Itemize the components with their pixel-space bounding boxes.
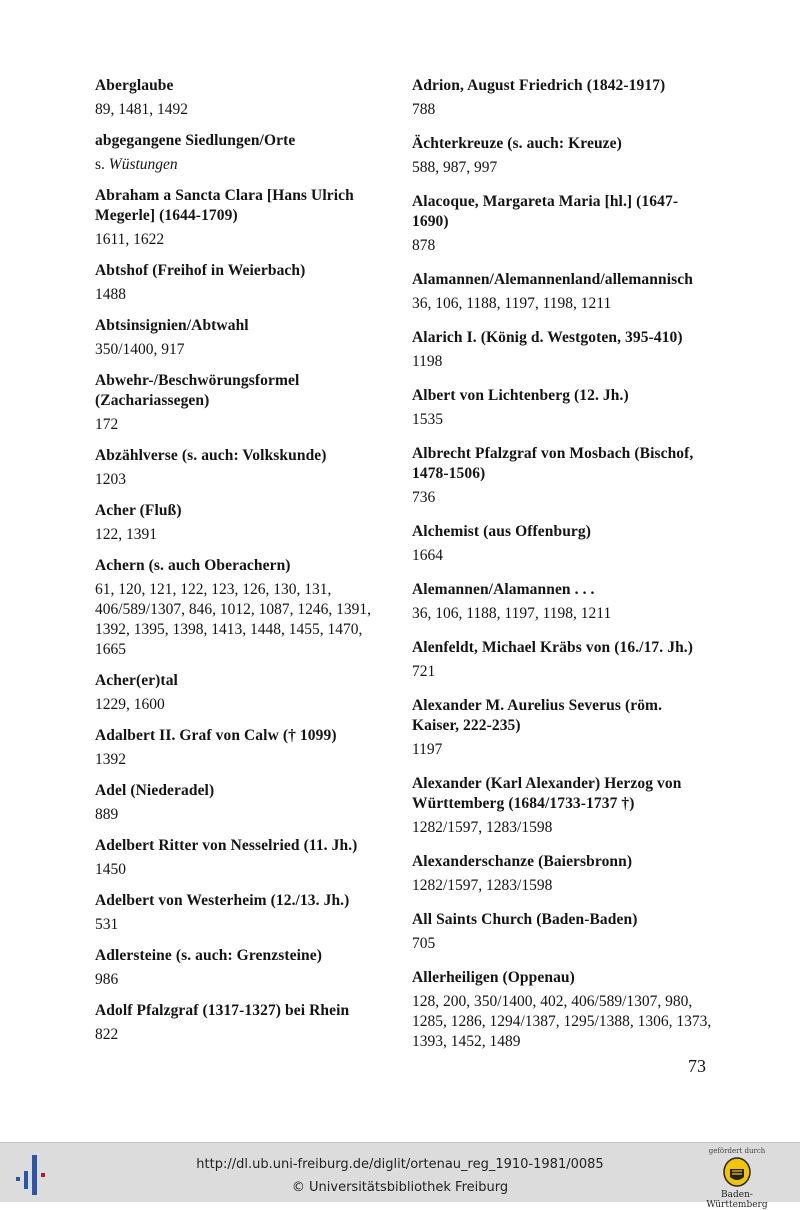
index-entry bbox=[95, 946, 395, 990]
index-entry bbox=[412, 328, 712, 372]
index-entry bbox=[95, 891, 395, 935]
entry-page-refs: 1198 bbox=[412, 353, 443, 370]
entry-heading: Albert von Lichtenberg (12. Jh.) bbox=[412, 387, 629, 404]
baden-wuerttemberg-logo bbox=[692, 1147, 782, 1210]
entry-heading: Aberglaube bbox=[95, 77, 174, 94]
entry-heading: Allerheiligen (Oppenau) bbox=[412, 969, 575, 986]
entry-page-refs: 128, 200, 350/1400, 402, 406/589/1307, 980, 1285, 1286, 1294/1387, 1295/1388, 1306, 1373, 1393, 1452, 1489 bbox=[412, 993, 712, 1050]
index-entry bbox=[412, 444, 712, 508]
entry-heading: Alemannen/Alamannen . . . bbox=[412, 581, 595, 598]
index-entry bbox=[412, 696, 712, 760]
index-entry bbox=[412, 76, 712, 120]
index-entry bbox=[95, 1001, 395, 1045]
entry-heading: Adrion, August Friedrich (1842-1917) bbox=[412, 77, 666, 94]
index-entry bbox=[412, 386, 712, 430]
entry-heading: Alamannen/Alemannenland/allemannisch bbox=[412, 271, 693, 288]
index-entry bbox=[95, 671, 395, 715]
index-entry bbox=[412, 270, 712, 314]
entry-heading: abgegangene Siedlungen/Orte bbox=[95, 132, 296, 149]
entry-heading: Abzählverse (s. auch: Volkskunde) bbox=[95, 447, 327, 464]
state-crest-icon bbox=[723, 1157, 751, 1187]
entry-page-refs: 36, 106, 1188, 1197, 1198, 1211 bbox=[412, 605, 612, 622]
entry-heading: Abraham a Sancta Clara [Hans Ulrich Megerle] (1644-1709) bbox=[95, 187, 354, 224]
entry-page-refs: 986 bbox=[95, 971, 119, 988]
entry-page-refs: 89, 1481, 1492 bbox=[95, 101, 188, 118]
entry-page-refs: 61, 120, 121, 122, 123, 126, 130, 131, 406/589/1307, 846, 1012, 1087, 1246, 1391, 1392, 1395, 1398, 1413, 1448, 1455, 1470, 1665 bbox=[95, 581, 371, 658]
document-url-link[interactable]: http://dl.ub.uni-freiburg.de/diglit/ortenau_reg_1910-1981/0085 bbox=[196, 1157, 604, 1172]
index-entry bbox=[95, 726, 395, 770]
entry-heading: All Saints Church (Baden-Baden) bbox=[412, 911, 638, 928]
entry-heading: Abtsinsignien/Abtwahl bbox=[95, 317, 249, 334]
sponsor-name: Baden-Württemberg bbox=[706, 1190, 768, 1210]
entry-heading: Adelbert Ritter von Nesselried (11. Jh.) bbox=[95, 837, 358, 854]
entry-page-refs: 1611, 1622 bbox=[95, 231, 165, 248]
index-entry bbox=[95, 261, 395, 305]
index-entry bbox=[95, 781, 395, 825]
entry-heading: Acher (Fluß) bbox=[95, 502, 182, 519]
index-entry bbox=[95, 131, 395, 175]
entry-heading: Alexander (Karl Alexander) Herzog von Württemberg (1684/1733-1737 †) bbox=[412, 775, 682, 812]
index-entry bbox=[95, 316, 395, 360]
entry-heading: Adalbert II. Graf von Calw († 1099) bbox=[95, 727, 337, 744]
entry-page-refs: 531 bbox=[95, 916, 119, 933]
entry-page-refs: 788 bbox=[412, 101, 436, 118]
sponsor-note: gefördert durch bbox=[708, 1147, 766, 1155]
entry-heading: Alenfeldt, Michael Kräbs von (16./17. Jh.) bbox=[412, 639, 694, 656]
entry-page-refs: 822 bbox=[95, 1026, 119, 1043]
entry-heading: Adel (Niederadel) bbox=[95, 782, 215, 799]
entry-heading: Alexanderschanze (Baiersbronn) bbox=[412, 853, 633, 870]
see-reference-prefix: s. bbox=[95, 156, 109, 173]
page-number: 73 bbox=[688, 1056, 706, 1076]
entry-heading: Alexander M. Aurelius Severus (röm. Kaiser, 222-235) bbox=[412, 697, 663, 734]
index-entry bbox=[412, 852, 712, 896]
entry-heading: Achern (s. auch Oberachern) bbox=[95, 557, 291, 574]
index-entry bbox=[412, 522, 712, 566]
index-entry bbox=[412, 580, 712, 624]
entry-page-refs: 36, 106, 1188, 1197, 1198, 1211 bbox=[412, 295, 612, 312]
entry-page-refs: 122, 1391 bbox=[95, 526, 157, 543]
entry-heading: Adlersteine (s. auch: Grenzsteine) bbox=[95, 947, 322, 964]
entry-page-refs: 1392 bbox=[95, 751, 126, 768]
entry-page-refs: 1488 bbox=[95, 286, 126, 303]
index-entry bbox=[95, 186, 395, 250]
entry-page-refs: 1282/1597, 1283/1598 bbox=[412, 877, 553, 894]
entry-page-refs: 705 bbox=[412, 935, 436, 952]
index-entry bbox=[95, 76, 395, 120]
entry-heading: Alchemist (aus Offenburg) bbox=[412, 523, 592, 540]
entry-heading: Abwehr-/Beschwörungsformel (Zachariassegen) bbox=[95, 372, 300, 409]
index-entry bbox=[95, 446, 395, 490]
entry-heading: Acher(er)tal bbox=[95, 672, 178, 689]
index-entry bbox=[412, 774, 712, 838]
entry-page-refs: 889 bbox=[95, 806, 119, 823]
entry-page-refs: 1450 bbox=[95, 861, 126, 878]
entry-page-refs: 1203 bbox=[95, 471, 126, 488]
right-index-column bbox=[412, 76, 712, 1066]
index-entry bbox=[95, 501, 395, 545]
left-index-column bbox=[95, 76, 395, 1056]
entry-heading: Adolf Pfalzgraf (1317-1327) bei Rhein bbox=[95, 1002, 350, 1019]
entry-heading: Alarich I. (König d. Westgoten, 395-410) bbox=[412, 329, 683, 346]
index-entry bbox=[95, 371, 395, 435]
entry-page-refs bbox=[95, 155, 395, 175]
entry-heading: Albrecht Pfalzgraf von Mosbach (Bischof, 1478-1506) bbox=[412, 445, 694, 482]
entry-page-refs: 878 bbox=[412, 237, 436, 254]
entry-heading: Alacoque, Margareta Maria [hl.] (1647-1690) bbox=[412, 193, 679, 230]
entry-page-refs: 1229, 1600 bbox=[95, 696, 165, 713]
see-reference-target: Wüstungen bbox=[108, 156, 178, 173]
entry-page-refs: 172 bbox=[95, 416, 119, 433]
entry-page-refs: 350/1400, 917 bbox=[95, 341, 185, 358]
copyright-text: © Universitätsbibliothek Freiburg bbox=[291, 1180, 509, 1195]
entry-heading: Ächterkreuze (s. auch: Kreuze) bbox=[412, 135, 622, 152]
footer-bar bbox=[0, 1142, 800, 1210]
index-entry bbox=[412, 192, 712, 256]
index-entry bbox=[95, 556, 395, 660]
entry-page-refs: 1664 bbox=[412, 547, 443, 564]
entry-page-refs: 588, 987, 997 bbox=[412, 159, 498, 176]
index-entry bbox=[412, 638, 712, 682]
entry-page-refs: 1197 bbox=[412, 741, 443, 758]
index-entry bbox=[412, 968, 712, 1052]
index-entry bbox=[412, 910, 712, 954]
entry-page-refs: 721 bbox=[412, 663, 436, 680]
entry-page-refs: 1535 bbox=[412, 411, 443, 428]
entry-heading: Adelbert von Westerheim (12./13. Jh.) bbox=[95, 892, 350, 909]
index-entry bbox=[412, 134, 712, 178]
entry-heading: Abtshof (Freihof in Weierbach) bbox=[95, 262, 306, 279]
index-entry bbox=[95, 836, 395, 880]
entry-page-refs: 1282/1597, 1283/1598 bbox=[412, 819, 553, 836]
entry-page-refs: 736 bbox=[412, 489, 436, 506]
